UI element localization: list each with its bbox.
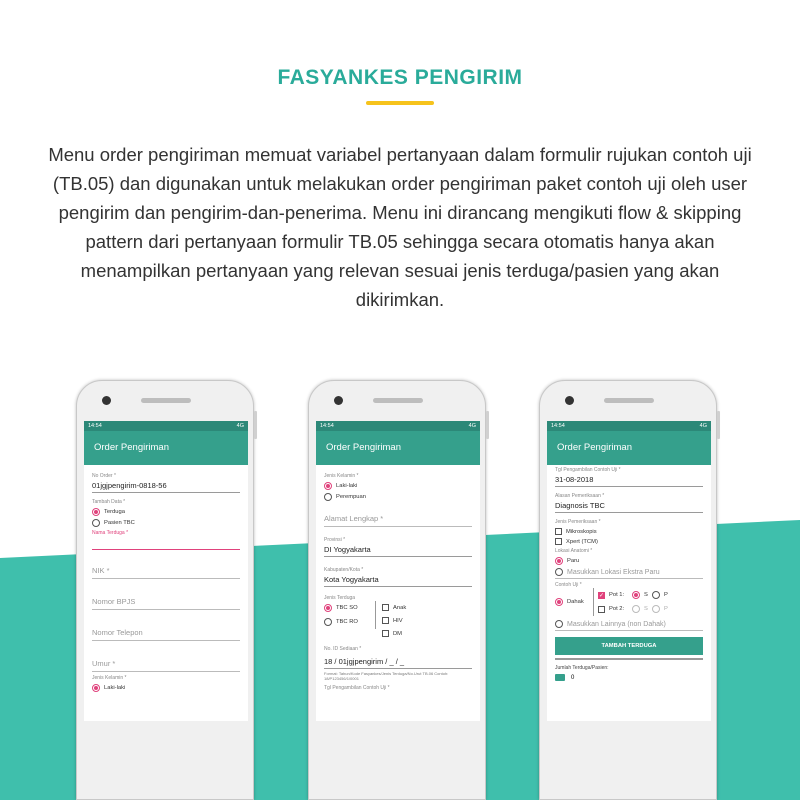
lokasi-anatomi-label: Lokasi Anatomi *	[555, 548, 593, 554]
radio-pasien-tbc[interactable]	[92, 519, 240, 527]
radio-label: P	[664, 606, 668, 612]
radio-label: Dahak	[567, 599, 584, 605]
checkbox-pot-1[interactable]	[598, 592, 632, 599]
checkbox-label: HIV	[393, 617, 403, 624]
format-note: Format: Tahun/Kode Fasyankes/Jenis Terduga/No.Urut TB.06 Contoh: 18/P123456/1/0001	[324, 671, 449, 681]
radio-label: Laki-laki	[104, 685, 126, 691]
radio-label: Laki-laki	[336, 483, 358, 489]
contoh-uji-label: Contoh Uji *	[555, 582, 582, 588]
checkbox-label: Mikroskopis	[566, 528, 597, 535]
radio-label: P	[664, 592, 668, 598]
jenis-kelamin-label: Jenis Kelamin *	[324, 473, 359, 479]
radio-pot1-p[interactable]	[652, 591, 668, 599]
tambah-data-label: Tambah Data *	[92, 499, 126, 505]
status-network: 4G	[236, 423, 244, 429]
tgl-pengambilan-field[interactable]: 31-08-2018	[555, 473, 703, 487]
radio-label: Terduga	[104, 509, 125, 515]
telepon-field[interactable]: Nomor Telepon	[92, 612, 240, 641]
id-sediaan-label: No. ID Sediaan *	[324, 646, 362, 652]
radio-laki-laki[interactable]	[92, 684, 240, 692]
earpiece	[373, 398, 423, 403]
alasan-field[interactable]: Diagnosis TBC	[555, 499, 703, 513]
volume-button	[717, 411, 720, 439]
status-bar	[547, 421, 711, 431]
checkbox-checked-icon: ✓	[598, 592, 605, 599]
phone-2	[308, 380, 486, 800]
app-bar-title: Order Pengiriman	[84, 431, 248, 465]
checkbox-hiv[interactable]	[382, 617, 406, 624]
kabupaten-label: Kabupaten/Kota *	[324, 567, 364, 573]
radio-label: TBC RO	[336, 619, 358, 625]
checkbox-xpert[interactable]	[555, 538, 703, 545]
radio-terduga[interactable]	[92, 508, 240, 516]
radio-selected-icon	[324, 482, 332, 490]
radio-icon	[555, 568, 563, 576]
app-bar-title: Order Pengiriman	[316, 431, 480, 465]
status-network: 4G	[468, 423, 476, 429]
folder-icon	[555, 674, 565, 681]
camera-icon	[565, 396, 574, 405]
checkbox-icon	[555, 538, 562, 545]
checkbox-label: Xpert (TCM)	[566, 538, 598, 545]
status-bar	[316, 421, 480, 431]
checkbox-label: Pot 1:	[609, 592, 625, 598]
earpiece	[141, 398, 191, 403]
radio-icon	[652, 591, 660, 599]
nik-field[interactable]: NIK *	[92, 554, 240, 579]
alamat-field[interactable]: Alamat Lengkap *	[324, 504, 472, 527]
id-sediaan-field[interactable]: 18 / 01jgjpengirim / _ / _	[324, 655, 472, 669]
screen	[547, 421, 711, 721]
checkbox-anak[interactable]	[382, 604, 406, 611]
radio-selected-icon	[555, 557, 563, 565]
radio-tbc-ro[interactable]	[324, 618, 371, 626]
radio-icon	[555, 620, 563, 628]
radio-lainnya[interactable]	[555, 620, 703, 631]
checkbox-icon	[382, 617, 389, 624]
jumlah-label: Jumlah Terduga/Pasien:	[555, 665, 609, 671]
radio-selected-icon	[92, 508, 100, 516]
radio-label: Perempuan	[336, 494, 366, 500]
checkbox-icon	[555, 528, 562, 535]
volume-button	[254, 411, 257, 439]
radio-label: Paru	[567, 558, 580, 564]
phone-1	[76, 380, 254, 800]
radio-selected-icon	[324, 604, 332, 612]
page-title: FASYANKES PENGIRIM	[277, 66, 523, 89]
nama-terduga-label: Nama Terduga *	[92, 530, 129, 536]
radio-label: TBC SO	[336, 605, 358, 611]
title-underline	[366, 101, 434, 105]
jenis-kelamin-label: Jenis Kelamin *	[92, 675, 127, 681]
radio-selected-icon	[632, 591, 640, 599]
checkbox-icon	[382, 604, 389, 611]
camera-icon	[334, 396, 343, 405]
radio-ekstra-paru[interactable]	[555, 568, 703, 579]
tambah-terduga-button[interactable]: TAMBAH TERDUGA	[555, 637, 703, 655]
radio-label: S	[644, 592, 648, 598]
checkbox-label: Pot 2:	[609, 606, 625, 612]
provinsi-field[interactable]: DI Yogyakarta	[324, 543, 472, 557]
earpiece	[604, 398, 654, 403]
app-bar-title: Order Pengiriman	[547, 431, 711, 465]
nama-terduga-field[interactable]	[92, 536, 240, 550]
alasan-label: Alasan Pemeriksaan *	[555, 493, 605, 499]
radio-perempuan[interactable]	[324, 493, 472, 501]
radio-paru[interactable]	[555, 557, 703, 565]
radio-icon	[652, 605, 660, 613]
no-order-label: No Order *	[92, 473, 116, 479]
jenis-terduga-label: Jenis Terduga	[324, 595, 356, 601]
radio-icon	[324, 493, 332, 501]
radio-tbc-so[interactable]	[324, 604, 371, 612]
camera-icon	[102, 396, 111, 405]
checkbox-label: DM	[393, 630, 403, 637]
volume-button	[486, 411, 489, 439]
checkbox-dm[interactable]	[382, 630, 406, 637]
jumlah-value: 0	[571, 674, 575, 681]
radio-icon	[92, 519, 100, 527]
radio-pot2-p[interactable]	[652, 605, 668, 613]
radio-pot1-s[interactable]	[632, 591, 652, 599]
status-time: 14:54	[88, 423, 102, 429]
radio-laki-laki[interactable]	[324, 482, 472, 490]
checkbox-mikroskopis[interactable]	[555, 528, 703, 535]
kabupaten-field[interactable]: Kota Yogyakarta	[324, 573, 472, 587]
radio-selected-icon	[92, 684, 100, 692]
screen	[316, 421, 480, 721]
bpjs-field[interactable]: Nomor BPJS	[92, 581, 240, 610]
jenis-pemeriksaan-label: Jenis Pemeriksaan *	[555, 519, 601, 525]
checkbox-icon	[598, 606, 605, 613]
screen	[84, 421, 248, 721]
umur-field[interactable]: Umur *	[92, 643, 240, 672]
radio-label: Pasien TBC	[104, 520, 135, 526]
radio-label: Masukkan Lainnya (non Dahak)	[567, 620, 666, 628]
radio-label: S	[644, 606, 648, 612]
tgl-pengambilan-label: Tgl Pengambilan Contoh Uji *	[324, 685, 390, 691]
checkbox-label: Anak	[393, 604, 407, 611]
radio-label: Masukkan Lokasi Ekstra Paru	[567, 568, 660, 576]
provinsi-label: Provinsi *	[324, 537, 346, 543]
status-network: 4G	[699, 423, 707, 429]
radio-icon	[324, 618, 332, 626]
status-time: 14:54	[551, 423, 565, 429]
checkbox-pot-2[interactable]	[598, 606, 632, 613]
checkbox-icon	[382, 630, 389, 637]
radio-icon	[632, 605, 640, 613]
status-time: 14:54	[320, 423, 334, 429]
tgl-pengambilan-label: Tgl Pengambilan Contoh Uji *	[555, 467, 621, 473]
radio-dahak[interactable]	[555, 598, 593, 606]
phone-3	[539, 380, 717, 800]
radio-selected-icon	[555, 598, 563, 606]
radio-pot2-s[interactable]	[632, 605, 652, 613]
no-order-field[interactable]: 01jgjpengirim-0818-56	[92, 479, 240, 493]
status-bar	[84, 421, 248, 431]
page-description: Menu order pengiriman memuat variabel pertanyaan dalam formulir rujukan contoh uji (TB.05) dan digunakan untuk melakukan order pengiriman paket contoh uji oleh user pengirim dan pengirim-dan-penerima. Menu ini dirancang mengikuti flow & skipping pattern dari pertanyaan formulir TB.05 sehingga secara otomatis hanya akan menampilkan pertanyaan yang relevan sesuai jenis terduga/pasien yang akan dikirimkan.	[48, 144, 752, 310]
